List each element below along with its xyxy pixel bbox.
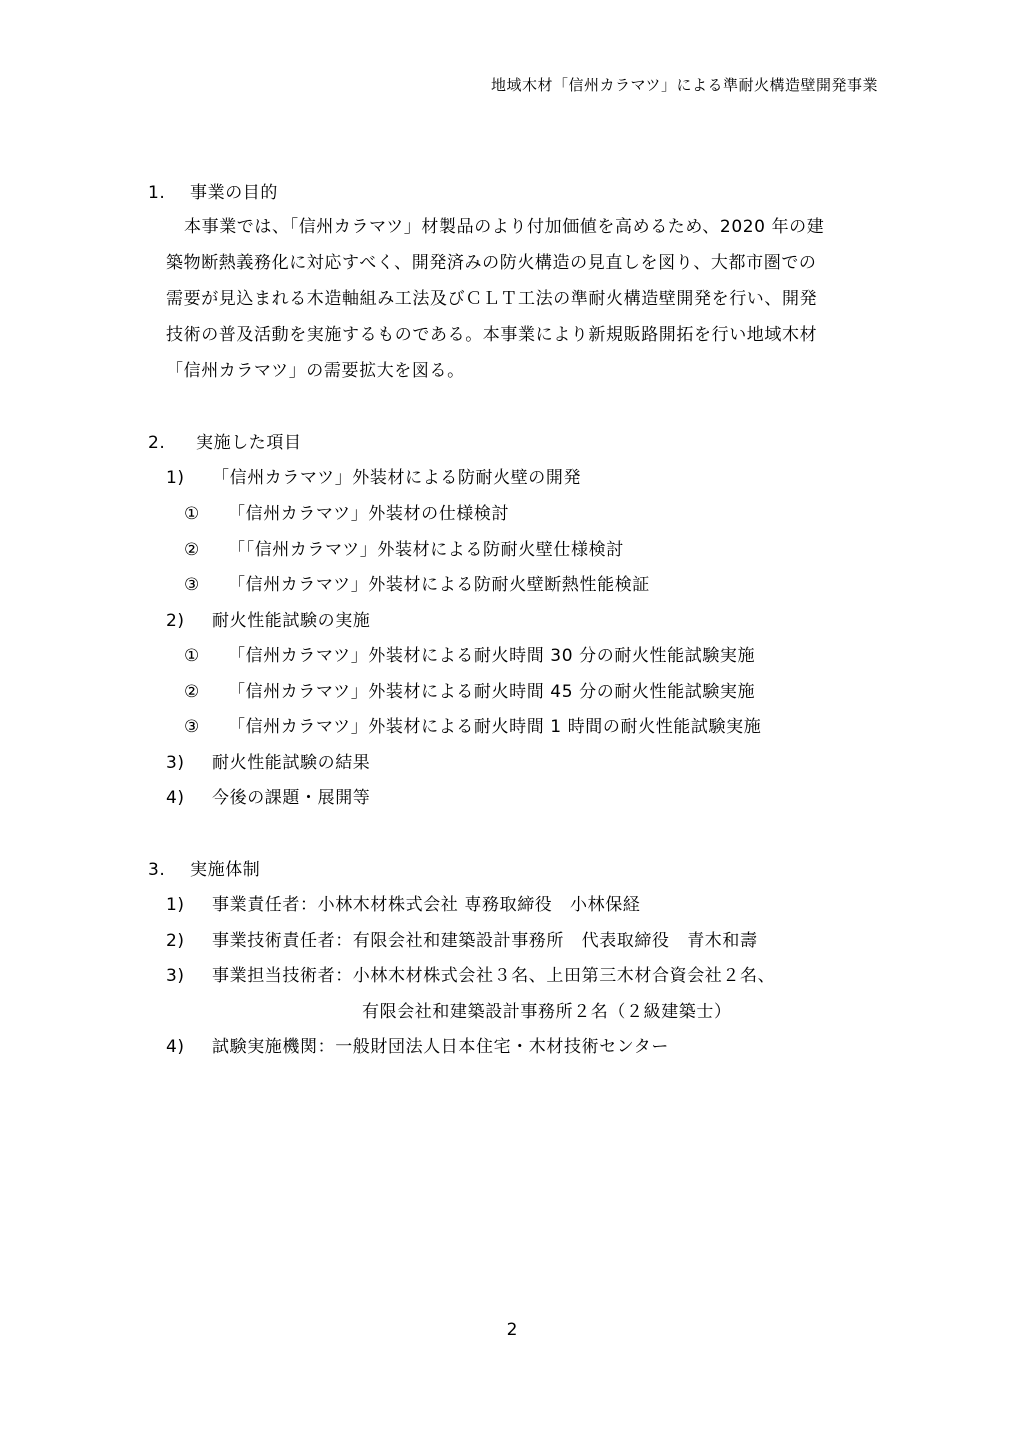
paragraph-line: 需要が見込まれる木造軸組み工法及びＣＬＴ工法の準耐火構造壁開発を行い、開発 <box>166 289 818 309</box>
paragraph-line: 「信州カラマツ」の需要拡大を図る。 <box>166 361 465 381</box>
list-item <box>166 961 775 986</box>
list-item <box>166 463 581 488</box>
list-item <box>184 712 761 737</box>
item-text: 事業責任者：小林木材株式会社 専務取締役 小林保経 <box>212 895 641 915</box>
list-item <box>166 1032 669 1057</box>
section-number: 3. <box>148 860 166 880</box>
list-item <box>166 748 370 773</box>
item-text: 「信州カラマツ」外装材による防耐火壁断熱性能検証 <box>228 575 650 595</box>
item-number: 1) <box>166 468 185 488</box>
item-text: 試験実施機関：一般財団法人日本住宅・木材技術センター <box>212 1037 669 1057</box>
item-number: 2) <box>166 611 185 631</box>
section-3-heading <box>148 855 260 880</box>
section-number: 2. <box>148 433 166 453</box>
list-item <box>166 783 370 808</box>
item-number: ③ <box>184 717 200 737</box>
item-text: 事業技術責任者：有限会社和建築設計事務所 代表取締役 青木和壽 <box>212 931 758 951</box>
item-number: ② <box>184 682 200 702</box>
item-text: 耐火性能試験の実施 <box>212 611 371 631</box>
section-2-heading <box>148 428 302 453</box>
item-text: 「信州カラマツ」外装材による耐火時間 45 分の耐火性能試験実施 <box>228 682 756 702</box>
paragraph-line: 築物断熱義務化に対応すべく、開発済みの防火構造の見直しを図り、大都市圏での <box>166 253 817 273</box>
list-item <box>184 499 509 524</box>
item-text: 今後の課題・展開等 <box>212 788 371 808</box>
paragraph-line: 技術の普及活動を実施するものである。本事業により新規販路開拓を行い地域木材 <box>166 325 818 345</box>
section-title: 事業の目的 <box>190 183 278 203</box>
list-item <box>166 926 758 951</box>
section-1-heading <box>148 178 278 203</box>
section-title: 実施体制 <box>190 860 261 880</box>
list-item <box>184 535 624 560</box>
item-text: 「信州カラマツ」外装材の仕様検討 <box>228 504 510 524</box>
item-number: ① <box>184 504 200 524</box>
item-text: 「信州カラマツ」外装材による耐火時間 1 時間の耐火性能試験実施 <box>228 717 762 737</box>
item-number: 4) <box>166 1037 185 1057</box>
section-title: 実施した項目 <box>196 433 302 453</box>
running-header: 地域木材「信州カラマツ」による準耐火構造壁開発事業 <box>490 76 878 94</box>
item-number: 4) <box>166 788 185 808</box>
item-text: 耐火性能試験の結果 <box>212 753 371 773</box>
list-item-continuation: 有限会社和建築設計事務所２名（２級建築士） <box>362 1002 732 1022</box>
item-text: 「信州カラマツ」外装材による耐火時間 30 分の耐火性能試験実施 <box>228 646 756 666</box>
list-item <box>184 677 755 702</box>
item-number: 3) <box>166 753 185 773</box>
section-number: 1. <box>148 183 166 203</box>
item-number: 2) <box>166 931 185 951</box>
item-text: 「信州カラマツ」外装材による防耐火壁の開発 <box>212 468 582 488</box>
list-item <box>166 890 640 915</box>
item-number: 1) <box>166 895 185 915</box>
item-text: 事業担当技術者：小林木材株式会社３名、上田第三木材合資会社２名、 <box>212 966 776 986</box>
item-number: 3) <box>166 966 185 986</box>
list-item <box>166 606 370 631</box>
item-text: 「「信州カラマツ」外装材による防耐火壁仕様検討 <box>228 540 624 560</box>
list-item <box>184 641 755 666</box>
item-number: ③ <box>184 575 200 595</box>
list-item <box>184 570 650 595</box>
item-number: ① <box>184 646 200 666</box>
item-number: ② <box>184 540 200 560</box>
paragraph-line: 本事業では、「信州カラマツ」材製品のより付加価値を高めるため、2020 年の建 <box>184 217 825 237</box>
page-number: 2 <box>506 1320 518 1340</box>
